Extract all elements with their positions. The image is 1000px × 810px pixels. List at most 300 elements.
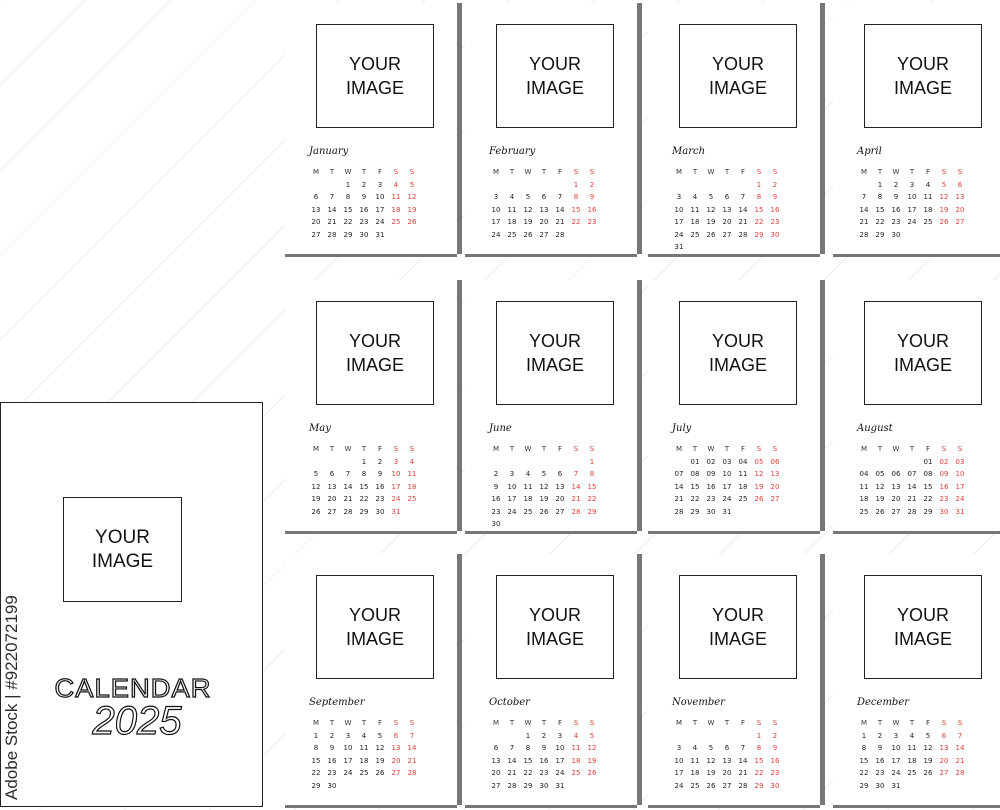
month-card-august [833,280,1000,531]
image-placeholder [316,24,434,128]
day-number: 7 [740,744,746,752]
day-number: 22 [311,769,321,777]
month-name: December [857,697,910,708]
day-number: 8 [525,744,531,752]
weekday-header: T [692,445,698,453]
day-grid [671,166,783,254]
day-number: 7 [573,470,579,478]
day-number: 29 [923,507,933,516]
day-number: 25 [523,507,533,516]
day-number: 11 [907,744,917,752]
weekday-header: S [393,719,399,727]
day-number: 16 [587,205,597,214]
weekday-header: W [707,168,715,176]
day-number: 6 [313,193,319,201]
day-number: 6 [941,731,947,740]
weekday-header: W [344,168,352,176]
day-number: 22 [754,218,764,226]
day-grid [671,443,783,518]
weekday-header: M [312,719,320,727]
day-number: 12 [939,193,949,201]
day-number: 9 [361,193,367,201]
day-number: 17 [722,482,732,491]
weekday-header: S [756,168,762,176]
day-number: 26 [706,781,716,790]
day-number: 25 [391,218,401,226]
day-number: 13 [327,482,337,491]
weekday-header: T [541,719,547,727]
day-number: 17 [955,482,965,491]
weekday-header: S [941,445,947,453]
day-number: 11 [859,482,869,491]
day-number: 5 [409,180,415,189]
day-number: 1 [877,180,883,189]
day-number: 10 [674,205,684,214]
day-number: 20 [722,218,732,226]
day-grid [488,166,600,241]
day-number: 7 [740,193,746,201]
day-number: 11 [407,470,417,478]
day-number: 15 [587,482,597,491]
day-number: 08 [690,470,700,478]
day-number: 30 [491,520,501,528]
month-card-december [833,554,1000,805]
day-number: 21 [555,218,565,226]
weekday-header: S [589,445,595,453]
empty-cell [308,456,324,469]
day-number: 25 [738,495,748,503]
day-number: 11 [571,744,581,752]
day-number: 05 [754,457,764,466]
day-number: 15 [343,205,353,214]
month-card-june [465,280,637,531]
day-number: 18 [407,482,417,491]
day-number: 14 [571,482,581,491]
weekday-header: T [509,168,515,176]
day-number: 29 [754,230,764,239]
month-name: October [489,697,530,708]
day-number: 21 [407,756,417,765]
day-grid [671,717,783,792]
day-number: 24 [375,218,385,226]
day-number: 8 [573,193,579,201]
day-number: 30 [706,507,716,516]
weekday-header: S [941,168,947,176]
day-number: 06 [891,470,901,478]
day-number: 12 [375,744,385,752]
weekday-header: T [509,445,515,453]
day-number: 01 [923,457,933,466]
day-number: 24 [507,507,517,516]
month-card-october [465,554,637,805]
empty-cell [671,730,687,743]
day-number: 08 [923,470,933,478]
day-number: 1 [525,731,531,740]
day-number: 29 [343,230,353,239]
day-number: 9 [772,193,778,201]
weekday-header: W [892,445,900,453]
day-number: 20 [939,756,949,765]
day-number: 19 [523,218,533,226]
image-placeholder [679,575,797,679]
month-name: May [309,423,331,434]
weekday-header: T [541,445,547,453]
day-number: 3 [557,731,563,740]
day-number: 7 [861,193,867,201]
day-number: 3 [909,180,915,189]
day-number: 14 [738,205,748,214]
day-number: 15 [571,205,581,214]
day-number: 17 [491,218,501,226]
day-number: 15 [923,482,933,491]
day-number: 21 [674,495,684,503]
day-number: 29 [587,507,597,516]
weekday-header: S [756,719,762,727]
day-number: 13 [311,205,321,214]
day-number: 30 [875,781,885,790]
month-card-may [285,280,457,531]
month-card-february [465,3,637,254]
day-number: 17 [375,205,385,214]
day-number: 19 [587,756,597,765]
empty-cell [735,730,751,743]
day-number: 30 [327,781,337,790]
day-number: 27 [955,218,965,226]
weekday-header: S [957,168,963,176]
day-number: 14 [955,744,965,752]
day-number: 4 [393,180,399,189]
weekday-header: M [492,445,500,453]
empty-cell [671,179,687,192]
day-number: 17 [674,218,684,226]
image-placeholder [679,24,797,128]
weekday-header: S [573,168,579,176]
day-number: 7 [345,470,351,478]
weekday-header: T [877,719,883,727]
day-number: 25 [859,507,869,516]
image-placeholder [496,24,614,128]
day-grid [856,717,968,792]
weekday-header: S [409,445,415,453]
weekday-header: S [409,719,415,727]
weekday-header: W [892,168,900,176]
weekday-header: T [329,445,335,453]
cover-title: CALENDAR [54,673,212,703]
weekday-header: S [393,168,399,176]
day-number: 22 [875,218,885,226]
weekday-header: F [377,445,383,453]
image-placeholder-text: YOUR IMAGE [345,605,404,649]
day-number: 23 [770,218,780,226]
day-number: 7 [409,731,415,740]
day-number: 2 [772,731,778,740]
day-number: 06 [770,457,780,466]
day-number: 25 [923,218,933,226]
day-number: 27 [722,781,732,790]
day-number: 2 [589,180,595,189]
image-placeholder-text: YOUR IMAGE [893,331,952,375]
month-name: April [857,146,882,157]
day-number: 12 [311,482,321,491]
day-number: 26 [923,769,933,777]
day-number: 07 [674,470,684,478]
day-number: 12 [587,744,597,752]
weekday-header: M [312,445,320,453]
day-number: 18 [507,218,517,226]
weekday-header: M [860,719,868,727]
day-number: 29 [754,781,764,790]
image-placeholder [496,301,614,405]
weekday-header: S [589,168,595,176]
day-number: 11 [523,482,533,491]
day-number: 28 [738,781,748,790]
weekday-header: F [557,719,563,727]
day-number: 16 [491,495,501,503]
empty-cell [703,730,719,743]
cover-image-placeholder [63,497,182,602]
weekday-header: F [925,168,931,176]
day-number: 27 [722,230,732,239]
day-number: 14 [859,205,869,214]
day-number: 17 [343,756,353,765]
day-number: 3 [893,731,899,740]
day-number: 6 [393,731,399,740]
month-card-april [833,3,1000,254]
empty-cell [735,179,751,192]
day-number: 13 [955,193,965,201]
weekday-header: M [860,445,868,453]
day-number: 17 [391,482,401,491]
month-card-september [285,554,457,805]
day-number: 22 [343,218,353,226]
day-number: 4 [409,457,415,466]
image-placeholder-text: YOUR IMAGE [345,54,404,98]
day-number: 5 [708,744,714,752]
day-number: 02 [939,457,949,466]
day-number: 24 [955,495,965,503]
image-placeholder [316,301,434,405]
day-number: 11 [690,205,700,214]
day-number: 30 [375,507,385,516]
cover-year: 2025 [92,699,182,743]
month-name: September [309,697,365,708]
day-number: 1 [573,180,579,189]
day-number: 6 [493,744,499,752]
day-number: 01 [690,457,700,466]
day-number: 28 [859,230,869,239]
day-number: 22 [754,769,764,777]
day-number: 20 [770,482,780,491]
day-number: 16 [327,756,337,765]
weekday-header: T [361,719,367,727]
day-number: 10 [955,470,965,478]
month-name: March [672,146,706,157]
day-number: 20 [722,769,732,777]
day-number: 7 [509,744,515,752]
day-number: 29 [523,781,533,790]
empty-cell [504,179,520,192]
weekday-header: T [909,168,915,176]
month-card-march [648,3,820,254]
day-number: 26 [539,507,549,516]
weekday-header: T [877,168,883,176]
weekday-header: T [724,168,730,176]
weekday-header: S [573,445,579,453]
day-number: 12 [407,193,417,201]
weekday-header: F [925,445,931,453]
day-number: 5 [525,193,531,201]
day-number: 17 [674,769,684,777]
day-number: 26 [706,230,716,239]
day-number: 10 [555,744,565,752]
day-number: 27 [311,230,321,239]
day-number: 18 [523,495,533,503]
day-number: 21 [738,769,748,777]
day-number: 28 [907,507,917,516]
day-number: 27 [939,769,949,777]
day-number: 07 [907,470,917,478]
image-placeholder-text: YOUR IMAGE [708,54,767,98]
day-number: 23 [327,769,337,777]
day-number: 28 [674,507,684,516]
day-number: 26 [523,230,533,239]
day-number: 24 [907,218,917,226]
day-number: 1 [756,731,762,740]
month-name: August [857,423,893,434]
day-number: 4 [925,180,931,189]
day-number: 21 [955,756,965,765]
day-number: 27 [491,781,501,790]
day-number: 2 [493,470,499,478]
cover-image-text: YOUR IMAGE [91,526,154,572]
weekday-header: T [877,445,883,453]
day-number: 19 [754,482,764,491]
day-number: 5 [708,193,714,201]
day-number: 13 [939,744,949,752]
day-number: 4 [909,731,915,740]
day-number: 9 [589,193,595,201]
day-number: 27 [391,769,401,777]
day-number: 26 [875,507,885,516]
weekday-header: M [860,168,868,176]
day-number: 30 [891,230,901,239]
day-number: 12 [875,482,885,491]
day-number: 29 [359,507,369,516]
weekday-header: S [756,445,762,453]
weekday-header: T [909,719,915,727]
day-number: 22 [859,769,869,777]
day-number: 24 [891,769,901,777]
empty-cell [520,179,536,192]
weekday-header: F [925,719,931,727]
day-grid [308,717,420,792]
day-number: 20 [539,218,549,226]
day-number: 7 [557,193,563,201]
day-number: 04 [859,470,869,478]
day-number: 5 [941,180,947,189]
day-number: 21 [327,218,337,226]
weekday-header: M [492,719,500,727]
empty-cell [719,179,735,192]
day-number: 20 [555,495,565,503]
day-number: 15 [754,756,764,765]
day-number: 31 [722,507,732,516]
day-number: 25 [571,769,581,777]
weekday-header: T [692,719,698,727]
day-number: 3 [676,193,682,201]
day-number: 12 [539,482,549,491]
weekday-header: M [492,168,500,176]
day-number: 28 [507,781,517,790]
day-number: 9 [877,744,883,752]
day-number: 23 [491,507,501,516]
day-number: 8 [756,744,762,752]
day-number: 4 [525,470,531,478]
weekday-header: F [740,445,746,453]
weekday-header: S [393,445,399,453]
day-number: 18 [690,769,700,777]
day-number: 19 [375,756,385,765]
day-number: 15 [754,205,764,214]
weekday-header: F [740,168,746,176]
day-number: 23 [706,495,716,503]
day-number: 6 [957,180,963,189]
weekday-header: S [772,445,778,453]
day-number: 29 [311,781,321,790]
image-placeholder-text: YOUR IMAGE [525,54,584,98]
day-number: 29 [690,507,700,516]
empty-cell [687,730,703,743]
day-number: 4 [509,193,515,201]
weekday-header: S [589,719,595,727]
day-number: 02 [706,457,716,466]
day-number: 15 [523,756,533,765]
day-number: 22 [359,495,369,503]
day-number: 8 [756,193,762,201]
day-number: 03 [955,457,965,466]
day-number: 13 [722,756,732,765]
day-number: 3 [377,180,383,189]
day-number: 7 [957,731,963,740]
day-number: 20 [391,756,401,765]
day-number: 23 [939,495,949,503]
day-number: 21 [571,495,581,503]
day-number: 05 [875,470,885,478]
day-number: 26 [587,769,597,777]
day-number: 04 [738,457,748,466]
weekday-header: S [409,168,415,176]
weekday-header: W [892,719,900,727]
empty-cell [488,179,504,192]
empty-cell [552,456,568,469]
weekday-header: T [724,445,730,453]
weekday-header: W [707,719,715,727]
empty-cell [536,456,552,469]
day-number: 8 [861,744,867,752]
weekday-header: M [312,168,320,176]
day-number: 23 [891,218,901,226]
day-number: 30 [939,507,949,516]
month-name: January [309,146,349,157]
day-number: 24 [491,230,501,239]
day-number: 16 [891,205,901,214]
day-grid [488,717,600,792]
day-number: 28 [555,230,565,239]
day-number: 10 [343,744,353,752]
day-number: 10 [674,756,684,765]
day-number: 25 [507,230,517,239]
day-number: 2 [877,731,883,740]
